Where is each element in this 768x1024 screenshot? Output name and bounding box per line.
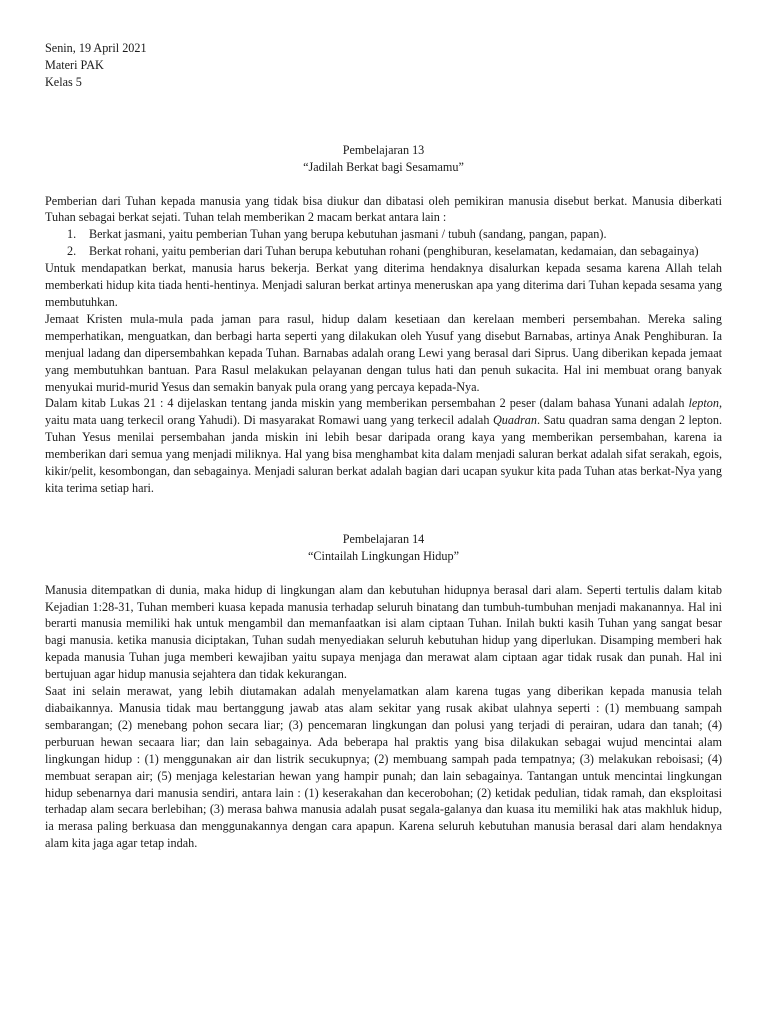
lesson-14-title: “Cintailah Lingkungan Hidup” xyxy=(308,548,459,563)
lesson-13-heading xyxy=(45,142,722,176)
lesson-14-label: Pembelajaran 14 xyxy=(342,531,425,546)
lesson-13-title: “Jadilah Berkat bagi Sesamamu” xyxy=(303,159,464,174)
document-header xyxy=(45,40,722,91)
list-item-number: 1. xyxy=(67,227,77,242)
lesson-13-paragraph-1: Untuk mendapatkan berkat, manusia harus bekerja. Berkat yang diterima hendaknya disalurkan kepada sesama karena Allah telah memberkati hidup kita tiada henti-hentinya. Menjadi saluran berkat artinya meneruskan apa yang diterima dari Tuhan kepada sesama yang membutuhkan. xyxy=(45,261,722,309)
lesson-14-heading xyxy=(45,531,722,565)
term-lepton: lepton xyxy=(688,396,719,411)
paragraph-3-part-b: , yaitu mata uang terkecil orang Yahudi). Di masyarakat Romawi uang yang terkecil adalah xyxy=(45,396,722,428)
lesson-14-paragraph-1: Manusia ditempatkan di dunia, maka hidup di lingkungan alam dan kebutuhan hidupnya berasal dari alam. Seperti tertulis dalam kitab Kejadian 1:28-31, Tuhan memberi kuasa kepada manusia terhadap seluruh binatang dan tumbuh-tumbuhan menjadi makanannya. Hal ini berarti manusia memiliki hak untuk mengambil dan memanfaatkan isi alam ciptaan Tuhan. Inilah bukti kasih Tuhan yang sangat besar bagi manusia. ketika manusia diciptakan, Tuhan sudah menyediakan seluruh kebutuhan hidup yang diperlukan. Disamping memberi hak kepada manusia Tuhan juga memberi kewajiban yaitu supaya menjaga dan merawat alam ciptaan agar tidak rusak dan punah. Hal ini bertujuan agar hidup manusia sejahtera dan tidak kekurangan. xyxy=(45,582,722,682)
class-line: Kelas 5 xyxy=(45,74,82,89)
lesson-14-paragraph-2: Saat ini selain merawat, yang lebih diutamakan adalah menyelamatkan alam karena tugas yang diberikan kepada manusia telah diabaikannya. Manusia tidak mau bertanggung jawab atas alam sekitar yang rusak akibat ulahnya seperti : (1) membuang sampah sembarangan; (2) menebang pohon secara liar; (3) pencemaran lingkungan dan polusi yang terjadi di perairan, udara dan tanah; (4) perburuan hewan secaara liar; dan lain sebagainya. Ada beberapa hal praktis yang bisa dilakukan sebagai wujud mencintai alam lingkungan hidup : (1) menggunakan air dan listrik secukupnya; (2) membuang sampah pada tempatnya; (3) melakukan reboisasi; (4) membuat serapan air; (5) menjaga kelestarian hewan yang hampir punah; dan lain sebagainya. Tantangan untuk mencintai lingkungan hidup sebenarnya dari manusia sendiri, antara lain : (1) keserakahan dan kecerobohan; (2) ketidak pedulian, tidak ramah, dan eksploitasi terhadap alam secara berlebihan; (3) merasa bahwa manusia adalah pusat segala-galanya dan kuasa itu memiliki hak atas makhluk hidup, ia merasa paling berkuasa dan menggunakannya dengan cara apapun. Karena seluruh kebutuhan manusia berasal dari alam hendaknya alam kita jaga agar tetap indah. xyxy=(45,684,722,851)
date-line: Senin, 19 April 2021 xyxy=(45,41,147,55)
lesson-13-section xyxy=(45,142,722,497)
list-item-number: 2. xyxy=(67,244,77,259)
list-item xyxy=(45,226,722,243)
list-item-text: Berkat jasmani, yaitu pemberian Tuhan yang berupa kebutuhan jasmani / tubuh (sandang, pangan, papan). xyxy=(89,227,607,242)
lesson-13-intro: Pemberian dari Tuhan kepada manusia yang tidak bisa diukur dan dibatasi oleh pemikiran manusia disebut berkat. Manusia diberkati Tuhan sebagai berkat sejati. Tuhan telah memberikan 2 macam berkat antara lain : xyxy=(45,193,722,225)
paragraph-3-part-a: Dalam kitab Lukas 21 : 4 dijelaskan tentang janda miskin yang memberikan persembahan 2 peser (dalam bahasa Yunani adalah xyxy=(45,396,689,411)
lesson-13-paragraph-2: Jemaat Kristen mula-mula pada jaman para rasul, hidup dalam kesetiaan dan kerelaan memberi persembahan. Mereka saling memperhatikan, menguatkan, dan berbagi harta seperti yang dilakukan oleh Yusuf yang disebut Barnabas, artinya Anak Penghiburan. Ia menjual ladang dan dipersembahkan kepada Tuhan. Barnabas adalah orang Lewi yang berasal dari Siprus. Uang diberikan kepada jemaat yang membutuhkan bantuan. Para Rasul melakukan pelayanan dengan tulus hati dan penuh sukacita. Hal ini membuat orang banyak menyukai murid-murid Yesus dan semakin banyak pula orang yang percaya kepada-Nya. xyxy=(45,311,722,394)
paragraph-3-part-c: . Satu quadran sama dengan 2 lepton. Tuhan Yesus menilai persembahan janda miskin ini lebih besar daripada orang kaya yang memberikan persembahan, karena ia memberikan dari semua yang menjadi miliknya. Hal yang bisa menghambat kita dalam menjadi saluran berkat adalah sifat serakah, egois, kikir/pelit, kesombongan, dan sebagainya. Menjadi saluran berkat adalah bagian dari ucapan syukur kita pada Tuhan atas berkat-Nya yang kita terima setiap hari. xyxy=(45,413,723,495)
list-item-text: Berkat rohani, yaitu pemberian dari Tuhan berupa kebutuhan rohani (penghiburan, keselamatan, kedamaian, dan sebagainya) xyxy=(89,244,699,259)
lesson-13-paragraph-3 xyxy=(45,395,722,496)
lesson-14-section xyxy=(45,531,722,852)
blessing-types-list xyxy=(45,226,722,260)
lesson-13-label: Pembelajaran 13 xyxy=(342,142,425,157)
list-item xyxy=(45,243,722,260)
term-quadran: Quadran xyxy=(492,413,537,428)
subject-line: Materi PAK xyxy=(45,57,104,72)
